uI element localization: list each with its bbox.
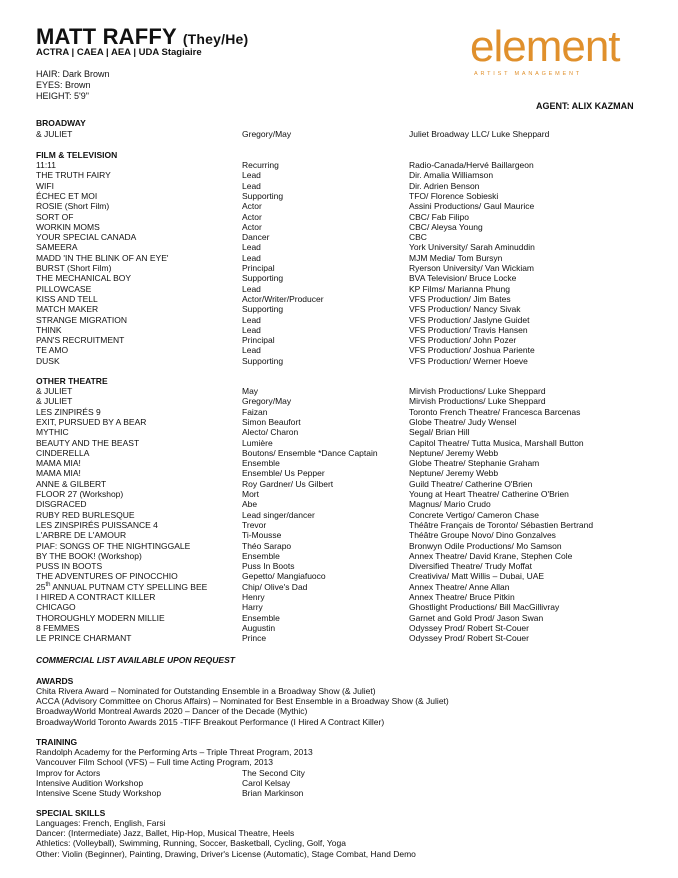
credit-row [0,396,678,406]
credit-title: & JULIET [36,386,73,396]
credit-row [0,613,678,623]
credit-company: Neptune/ Jeremy Webb [409,468,499,479]
credit-company: Garnet and Gold Prod/ Jason Swan [409,612,544,623]
credit-row [0,623,678,633]
credit-company: CBC/ Aleysa Young [409,221,483,232]
credit-company: VFS Production/ Joshua Pariente [409,345,535,356]
credit-row [0,129,678,139]
broadway-heading: BROADWAY [36,118,86,128]
credit-row [0,499,678,509]
credit-role: Trevor [242,519,267,530]
credit-company: Odyssey Prod/ Robert St-Couer [409,622,529,633]
training-item: Vancouver Film School (VFS) – Full time Acting Program, 2013 [36,757,273,768]
skill-item: Athletics: (Volleyball), Swimming, Running, Soccer, Basketball, Cycling, Golf, Yoga [36,838,346,849]
credit-role: Ensemble [242,550,280,561]
credit-role: Principal [242,263,275,273]
credit-title: 25th ANNUAL PUTNAM CTY SPELLING BEE [36,581,208,592]
credit-company: CBC/ Fab Filipo [409,211,469,222]
unions: ACTRA | CAEA | AEA | UDA Stagiaire [36,47,202,58]
credit-title: CINDERELLA [36,447,90,458]
credit-company: Juliet Broadway LLC/ Luke Sheppard [409,129,550,139]
credit-row [0,201,678,211]
credit-title: PAN'S RECRUITMENT [36,335,125,346]
credit-title: YOUR SPECIAL CANADA [36,232,137,243]
film-tv-heading: FILM & TELEVISION [36,150,118,160]
credit-title: WIFI [36,180,54,191]
physical-stats [36,69,110,102]
credit-role: Faizan [242,406,268,417]
credit-title: MYTHIC [36,427,69,438]
credit-role: Actor [242,211,262,222]
training-heading: TRAINING [36,737,78,747]
credit-row [0,273,678,283]
credit-title: BEAUTY AND THE BEAST [36,437,140,448]
credit-company: Capitol Theatre/ Tutta Musica, Marshall Button [409,437,584,448]
credit-title: ANNE & GILBERT [36,478,107,489]
credit-row [0,345,678,355]
credit-company: Diversified Theatre/ Trudy Moffat [409,561,532,572]
skill-item: Languages: French, English, Farsi [36,818,166,828]
credit-company: Odyssey Prod/ Robert St-Couer [409,633,529,644]
credit-company: VFS Production/ Werner Hoeve [409,355,528,366]
credit-role: Principal [242,335,275,346]
credit-company: Globe Theatre/ Judy Wensel [409,416,517,427]
credit-role: Augustin [242,622,276,633]
credit-company: Annex Theatre/ Anne Allan [409,581,510,592]
credit-title: PILLOWCASE [36,283,92,294]
credit-row [0,571,678,581]
credit-role: May [242,386,259,396]
credit-company: Globe Theatre/ Stephanie Graham [409,458,540,469]
credit-company: MJM Media/ Tom Bursyn [409,252,503,263]
credit-title: RUBY RED BURLESQUE [36,509,135,520]
training-course: Improv for Actors [36,768,101,778]
credit-title: THINK [36,324,62,335]
credit-title: EXIT, PURSUED BY A BEAR [36,416,147,427]
commercial-note: COMMERCIAL LIST AVAILABLE UPON REQUEST [36,655,235,665]
credit-row [0,417,678,427]
credit-role: Actor [242,201,262,212]
credit-role: Lead singer/dancer [242,509,315,520]
credit-role: Boutons/ Ensemble *Dance Captain [242,447,378,458]
credit-role: Roy Gardner/ Us Gilbert [242,478,334,489]
credit-company: Guild Theatre/ Catherine O'Brien [409,478,533,489]
award-item: BroadwayWorld Toronto Awards 2015 -TIFF Breakout Performance (I Hired A Contract Killer) [36,716,385,727]
credit-company: Assini Productions/ Gaul Maurice [409,201,535,212]
credit-title: WORKIN MOMS [36,221,100,232]
credit-role: Lead [242,345,261,356]
credit-company: VFS Production/ Jim Bates [409,293,511,304]
credit-row [0,191,678,201]
credit-role: Gregory/May [242,129,292,139]
credit-title: THE MECHANICAL BOY [36,273,132,284]
training-list [36,747,313,767]
credit-row [0,541,678,551]
credit-row [0,160,678,170]
credit-company: Ghostlight Productions/ Bill MacGillivray [409,602,560,613]
logo-tagline: ARTIST MANAGEMENT [474,71,582,77]
credit-role: Supporting [242,355,284,366]
credit-role: Puss In Boots [242,561,295,572]
credit-company: Dir. Adrien Benson [409,180,480,191]
credit-row [0,551,678,561]
credit-row [0,561,678,571]
credit-role: Lead [242,170,261,181]
credit-row [0,294,678,304]
credit-title: KISS AND TELL [36,293,98,304]
award-item: ACCA (Advisory Committee on Chorus Affairs) – Nominated for Best Ensemble in a Broadway Show (& Juliet) [36,696,449,707]
credit-title: BY THE BOOK! (Workshop) [36,550,142,561]
awards-list [36,686,449,727]
credit-company: Creativiva/ Matt Willis – Dubai, UAE [409,571,545,582]
actor-name-text: MATT RAFFY [36,24,177,49]
credit-role: Ti-Mousse [242,530,282,541]
eyes: EYES: Brown [36,80,91,90]
skills-list [36,818,416,859]
credit-company: Radio-Canada/Hervé Baillargeon [409,160,534,170]
credit-title: THE TRUTH FAIRY [36,170,111,181]
credit-company: VFS Production/ John Pozer [409,335,517,346]
credit-title: MAMA MIA! [36,468,81,479]
agency-logo [470,22,620,80]
credit-company: Ryerson University/ Van Wickiam [409,263,535,273]
credit-role: Lead [242,252,261,263]
credit-row [0,489,678,499]
credit-row [0,304,678,314]
credit-company: CBC [409,232,427,243]
credit-title: LES ZINPIRÉS 9 [36,406,101,417]
pronouns: (They/He) [182,31,249,47]
credit-role: Dancer [242,232,270,243]
credit-role: Gregory/May [242,396,292,407]
credit-role: Chip/ Olive's Dad [242,581,308,592]
agent-name: AGENT: ALIX KAZMAN [536,101,634,111]
height: HEIGHT: 5'9" [36,91,89,101]
credit-role: Abe [242,499,258,510]
credit-row [0,242,678,252]
credit-row [0,325,678,335]
credit-company: Young at Heart Theatre/ Catherine O'Brien [409,489,569,499]
credit-title: ÉCHEC ET MOI [36,190,98,201]
award-item: Chita Rivera Award – Nominated for Outstanding Ensemble in a Broadway Show (& Juliet) [36,686,376,696]
skill-item: Other: Violin (Beginner), Painting, Drawing, Driver's License (Automatic), Stage Combat, Hand Demo [36,848,416,859]
credit-company: Concrete Vertigo/ Cameron Chase [409,509,539,520]
credit-role: Ensemble/ Us Pepper [242,468,325,479]
credit-company: Toronto French Theatre/ Francesca Barcenas [409,406,581,417]
credit-company: Mirvish Productions/ Luke Sheppard [409,386,546,396]
credit-row [0,438,678,448]
credit-row [0,222,678,232]
credit-row [0,633,678,643]
credit-role: Prince [242,633,267,644]
credit-role: Lead [242,324,261,335]
credit-title: FLOOR 27 (Workshop) [36,489,124,499]
training-item: Randolph Academy for the Performing Arts – Triple Threat Program, 2013 [36,747,313,757]
credit-row [0,386,678,396]
credit-company: Théâtre Français de Toronto/ Sébastien Bertrand [409,519,594,530]
credit-row [0,212,678,222]
credit-company: Annex Theatre/ Bruce Pitkin [409,592,515,602]
training-course: Intensive Audition Workshop [36,778,144,788]
credit-row [0,592,678,602]
training-teacher: Brian Markinson [242,788,304,798]
credit-title: THE ADVENTURES OF PINOCCHIO [36,571,178,582]
credit-row [0,520,678,530]
logo-wordmark: element [470,22,620,71]
credit-role: Supporting [242,190,284,201]
credit-row [0,468,678,478]
credit-title: ROSIE (Short Film) [36,201,110,212]
credit-role: Gepetto/ Mangiafuoco [242,571,326,582]
training-course: Intensive Scene Study Workshop [36,788,162,798]
credit-row [0,253,678,263]
credit-title: SAMEERA [36,242,78,253]
credit-company: Segal/ Brian Hill [409,427,470,438]
credit-company: Théâtre Groupe Novo/ Dino Gonzalves [409,530,556,541]
credit-title: STRANGE MIGRATION [36,314,127,325]
credit-role: Mort [242,489,259,499]
credit-company: VFS Production/ Jaslyne Guidet [409,314,530,325]
credit-title: L'ARBRE DE L'AMOUR [36,530,127,541]
credit-row [0,582,678,592]
credit-row [0,170,678,180]
credit-title: PUSS IN BOOTS [36,561,103,572]
credit-title: MADD 'IN THE BLINK OF AN EYE' [36,252,169,263]
credit-company: Mirvish Productions/ Luke Sheppard [409,396,546,407]
credit-role: Supporting [242,304,284,315]
credit-row [0,407,678,417]
credit-company: TFO/ Florence Sobieski [409,190,499,201]
credit-role: Harry [242,602,263,613]
credit-row [0,530,678,540]
credit-row [0,232,678,242]
credit-title: THOROUGHLY MODERN MILLIE [36,612,165,623]
theatre-heading: OTHER THEATRE [36,376,108,386]
credit-role: Lead [242,180,261,191]
credit-title: LES ZINSPIRÉS PUISSANCE 4 [36,519,158,530]
credit-row [0,448,678,458]
credit-title: DUSK [36,355,60,366]
credit-row [0,427,678,437]
credit-title: PIAF: SONGS OF THE NIGHTINGGALE [36,540,191,551]
credit-role: Ensemble [242,458,280,469]
credit-role: Actor/Writer/Producer [242,293,324,304]
credit-company: BVA Television/ Bruce Locke [409,273,517,284]
credit-title: TE AMO [36,345,69,356]
credit-role: Théo Sarapo [242,540,292,551]
credit-role: Recurring [242,160,279,170]
credit-role: Lead [242,314,261,325]
credit-row [0,356,678,366]
credit-company: Dir. Amalia Williamson [409,170,494,181]
credit-title: & JULIET [36,129,73,139]
credit-title: 8 FEMMES [36,622,80,633]
credit-role: Actor [242,221,262,232]
credit-row [0,284,678,294]
credit-row [0,458,678,468]
credit-row [0,315,678,325]
credit-title: & JULIET [36,396,73,407]
credit-company: VFS Production/ Nancy Sivak [409,304,521,315]
credit-company: VFS Production/ Travis Hansen [409,324,528,335]
credit-company: Neptune/ Jeremy Webb [409,447,499,458]
credit-title: DISGRACED [36,499,87,510]
credit-title: MATCH MAKER [36,304,99,315]
credit-title: I HIRED A CONTRACT KILLER [36,592,156,602]
credit-title: MAMA MIA! [36,458,81,469]
credit-row [0,602,678,612]
credit-row [0,263,678,273]
credit-company: Bronwyn Odile Productions/ Mo Samson [409,540,562,551]
credit-role: Alecto/ Charon [242,427,299,438]
training-teacher: Carol Kelsay [242,778,291,788]
credit-title: CHICAGO [36,602,76,613]
skills-heading: SPECIAL SKILLS [36,808,106,818]
skill-item: Dancer: (Intermediate) Jazz, Ballet, Hip-Hop, Musical Theatre, Heels [36,828,295,839]
credit-role: Supporting [242,273,284,284]
credit-company: Magnus/ Mario Crudo [409,499,491,510]
awards-heading: AWARDS [36,676,74,686]
credit-row [0,510,678,520]
credit-row [0,479,678,489]
credit-row [0,181,678,191]
credit-role: Lead [242,242,261,253]
credit-title: 11:11 [36,160,57,170]
award-item: BroadwayWorld Montreal Awards 2020 – Dancer of the Decade (Mythic) [36,706,308,717]
credit-role: Lead [242,283,261,294]
credit-title: LE PRINCE CHARMANT [36,633,132,644]
credit-company: Annex Theatre/ David Krane, Stephen Cole [409,550,573,561]
credit-row [0,335,678,345]
credit-company: York University/ Sarah Aminuddin [409,242,535,253]
credit-role: Ensemble [242,612,280,623]
hair: HAIR: Dark Brown [36,69,110,79]
credit-company: KP Films/ Marianna Phung [409,283,510,294]
credit-role: Henry [242,592,265,602]
credit-role: Simon Beaufort [242,416,301,427]
training-teacher: The Second City [242,768,305,778]
credit-title: SORT OF [36,211,74,222]
credit-role: Lumière [242,437,273,448]
credit-title: BURST (Short Film) [36,263,112,273]
